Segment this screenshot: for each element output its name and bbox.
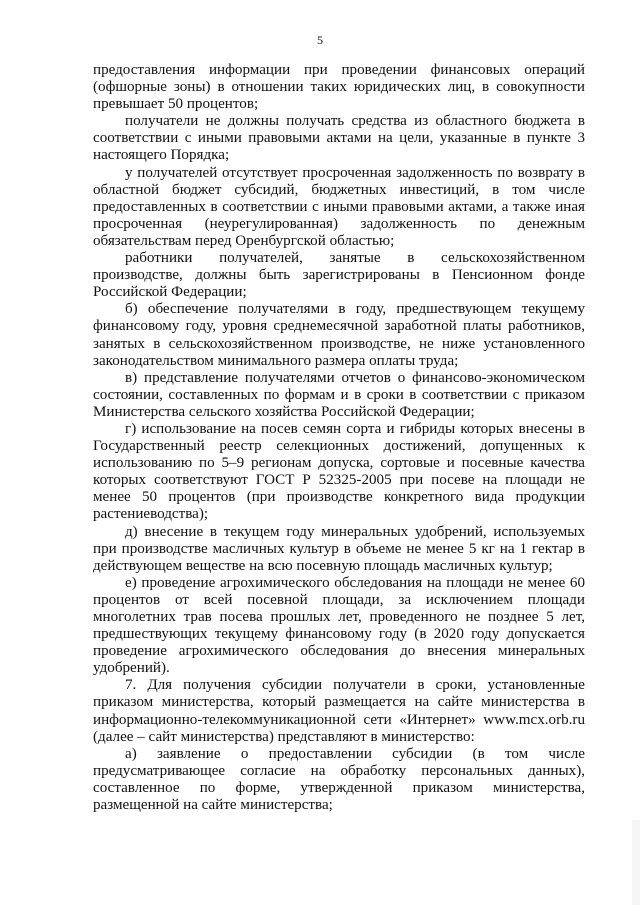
paragraph-item-g: г) использование на посев семян сорта и гибриды которых внесены в Государственный реестр селекционных достижений, допущенных к использованию по 5–9 регионам допуска, сортовые и посевные качества которых соответствуют ГОСТ Р 52325-2005 при посеве на площади не менее 50 процентов (при производстве конкретного вида продукции растениеводства); — [93, 420, 585, 523]
paragraph-pension-fund: работники получателей, занятые в сельскохозяйственном производстве, должны быть зарегистрированы в Пенсионном фонде Российской Федерации; — [93, 250, 585, 301]
page-number: 5 — [317, 33, 323, 47]
paragraph-item-e: е) проведение агрохимического обследования на площади не менее 60 процентов от всей посевной площади, за исключением площади многолетних трав посева прошлых лет, проведенного не позднее 5 лет, предшествующих текущему финансовому году (в 2020 году допускается проведение агрохимического обследования до внесения минеральных удобрений). — [93, 574, 585, 677]
paragraph-section-7: 7. Для получения субсидии получатели в сроки, установленные приказом министерства, который размещается на сайте министерства в информационно-телекоммуникационной сети «Интернет» www.mcx.orb.ru (далее – сайт министерства) представляют в министерство: — [93, 677, 585, 745]
paragraph-item-a: а) заявление о предоставлении субсидии (в том числе предусматривающее согласие на обработку персональных данных), составленное по форме, утвержденной приказом министерства, размещенной на сайте министерства; — [93, 745, 585, 814]
paragraph-no-other-funds: получатели не должны получать средства из областного бюджета в соответствии с иными правовыми актами на цели, указанные в пункте 3 настоящего Порядка; — [93, 113, 585, 164]
paragraph-item-d: д) внесение в текущем году минеральных удобрений, используемых при производстве масличных культур в объеме не менее 5 кг на 1 гектар в действующем веществе на всю посевную площадь масличных культур; — [93, 523, 585, 574]
paragraph-no-overdue-debt: у получателей отсутствует просроченная задолженность по возврату в областной бюджет субсидий, бюджетных инвестиций, в том числе предоставленных в соответствии с иными правовыми актами, а также иная просроченная (неурегулированная) задолженность по денежным обязательствам перед Оренбургской областью; — [93, 164, 585, 249]
scan-edge-shadow — [632, 820, 640, 905]
paragraph-item-v: в) представление получателями отчетов о финансово-экономическом состоянии, составленных по формам и в сроки в соответствии с приказом Министерства сельского хозяйства Российской Федерации; — [93, 369, 585, 420]
paragraph-item-b: б) обеспечение получателями в году, предшествующем текущему финансовому году, уровня среднемесячной заработной платы работников, занятых в сельскохозяйственном производстве, не ниже установленного законодательством минимального размера оплаты труда; — [93, 301, 585, 369]
paragraph-offshore-continuation: предоставления информации при проведении финансовых операций (офшорные зоны) в отношении таких юридических лиц, в совокупности превышает 50 процентов; — [93, 62, 585, 113]
document-body — [93, 62, 585, 814]
